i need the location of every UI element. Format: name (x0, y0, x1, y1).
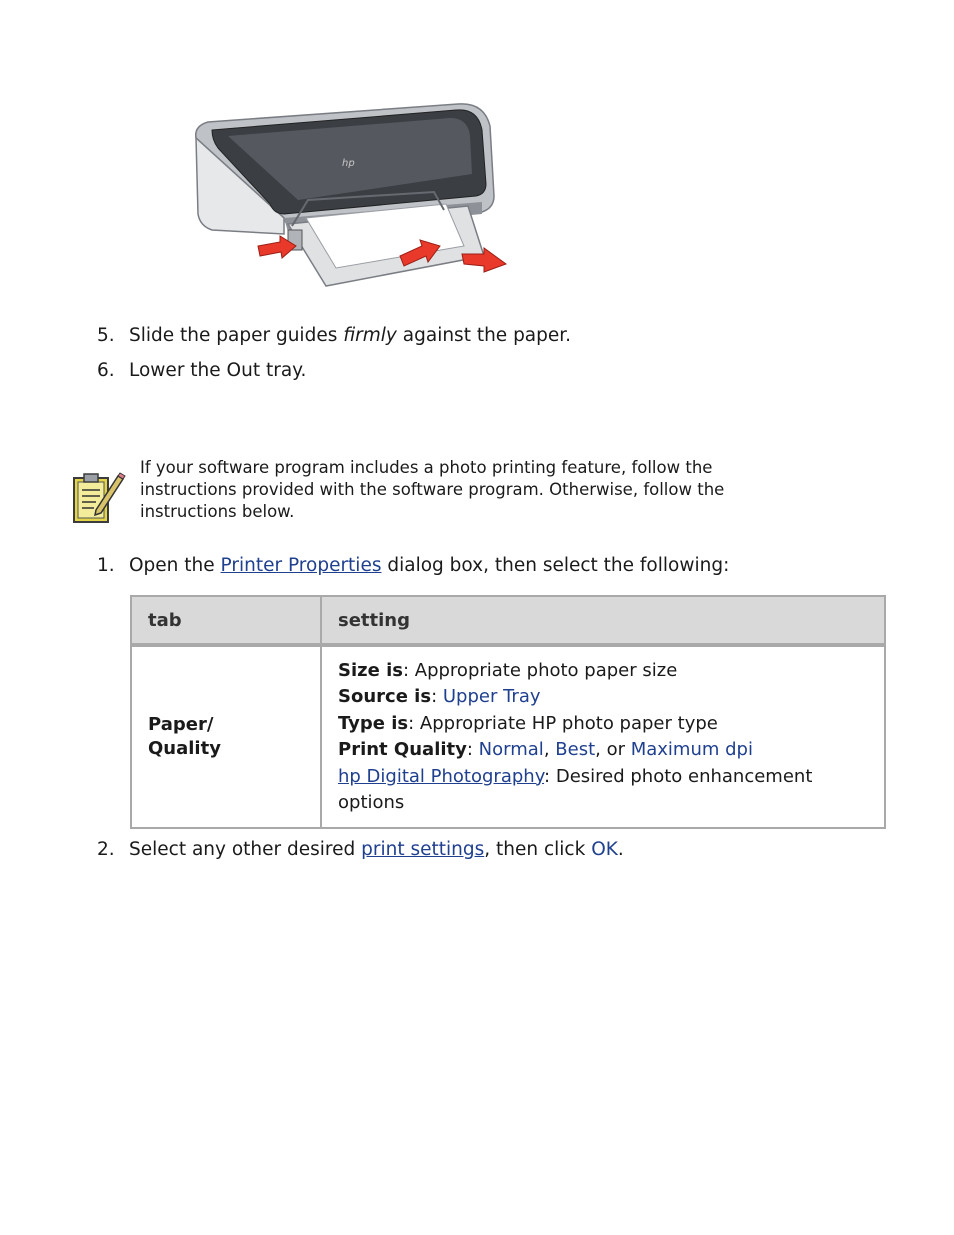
step-emphasis: firmly (343, 325, 397, 346)
source-sep: : (431, 686, 443, 707)
source-label: Source is (338, 686, 432, 707)
photo-setting (338, 764, 884, 817)
setting-cell (321, 645, 885, 828)
size-value: : Appropriate photo paper size (402, 659, 678, 681)
step-text-end: dialog box, then select the following: (381, 555, 730, 576)
step-text: Open the (129, 555, 221, 576)
step-text: Lower the Out tray. (129, 360, 307, 381)
table-header-row (131, 596, 885, 645)
note-text: If your software program includes a photo printing feature, follow the instructions provided with the software program. Otherwise, follow the instructions below. (140, 458, 725, 521)
header-tab: tab (131, 596, 321, 645)
photo-value: : Desired photo enhancement options (338, 765, 813, 813)
type-value: : Appropriate HP photo paper type (408, 712, 718, 734)
printer-properties-link[interactable]: Printer Properties (220, 555, 382, 576)
quality-max: Maximum dpi (630, 739, 753, 760)
tab-name-line1: Paper/ (148, 714, 214, 735)
source-value: Upper Tray (442, 686, 541, 707)
table-row (131, 645, 885, 828)
hp-logo: hp (342, 158, 355, 169)
hp-digital-photography-link[interactable]: hp Digital Photography (338, 765, 545, 787)
quality-label: Print Quality (338, 739, 467, 760)
quality-sep: : (466, 739, 479, 760)
quality-comma: , (543, 739, 556, 760)
step-text: Select any other desired (129, 839, 362, 860)
quality-best: Best (555, 739, 596, 760)
quality-or: , or (595, 739, 631, 760)
step-6 (97, 360, 306, 381)
header-setting: setting (321, 596, 885, 645)
step-5 (97, 325, 571, 346)
tab-name-line2: Quality (148, 738, 221, 759)
settings-table (130, 595, 886, 829)
step-number: 5. (97, 325, 115, 346)
ok-label: OK (591, 839, 618, 860)
step-number: 6. (97, 360, 115, 381)
step-text-end: . (617, 839, 624, 860)
tab-cell (131, 645, 321, 828)
note-clipboard-icon (70, 470, 126, 526)
type-label: Type is (338, 712, 409, 734)
type-setting (338, 711, 884, 738)
printer-illustration (188, 96, 512, 294)
source-setting (338, 684, 884, 711)
quality-normal: Normal (478, 739, 544, 760)
step-text: Slide the paper guides (129, 325, 344, 346)
step-2 (97, 839, 624, 860)
size-label: Size is (338, 659, 403, 681)
step-text-end: against the paper. (396, 325, 572, 346)
step-number: 2. (97, 839, 115, 860)
step-text-middle: , then click (484, 839, 592, 860)
size-setting (338, 658, 884, 685)
print-settings-link[interactable]: print settings (361, 839, 485, 860)
step-1 (97, 555, 729, 576)
quality-setting (338, 737, 884, 764)
step-number: 1. (97, 555, 115, 576)
